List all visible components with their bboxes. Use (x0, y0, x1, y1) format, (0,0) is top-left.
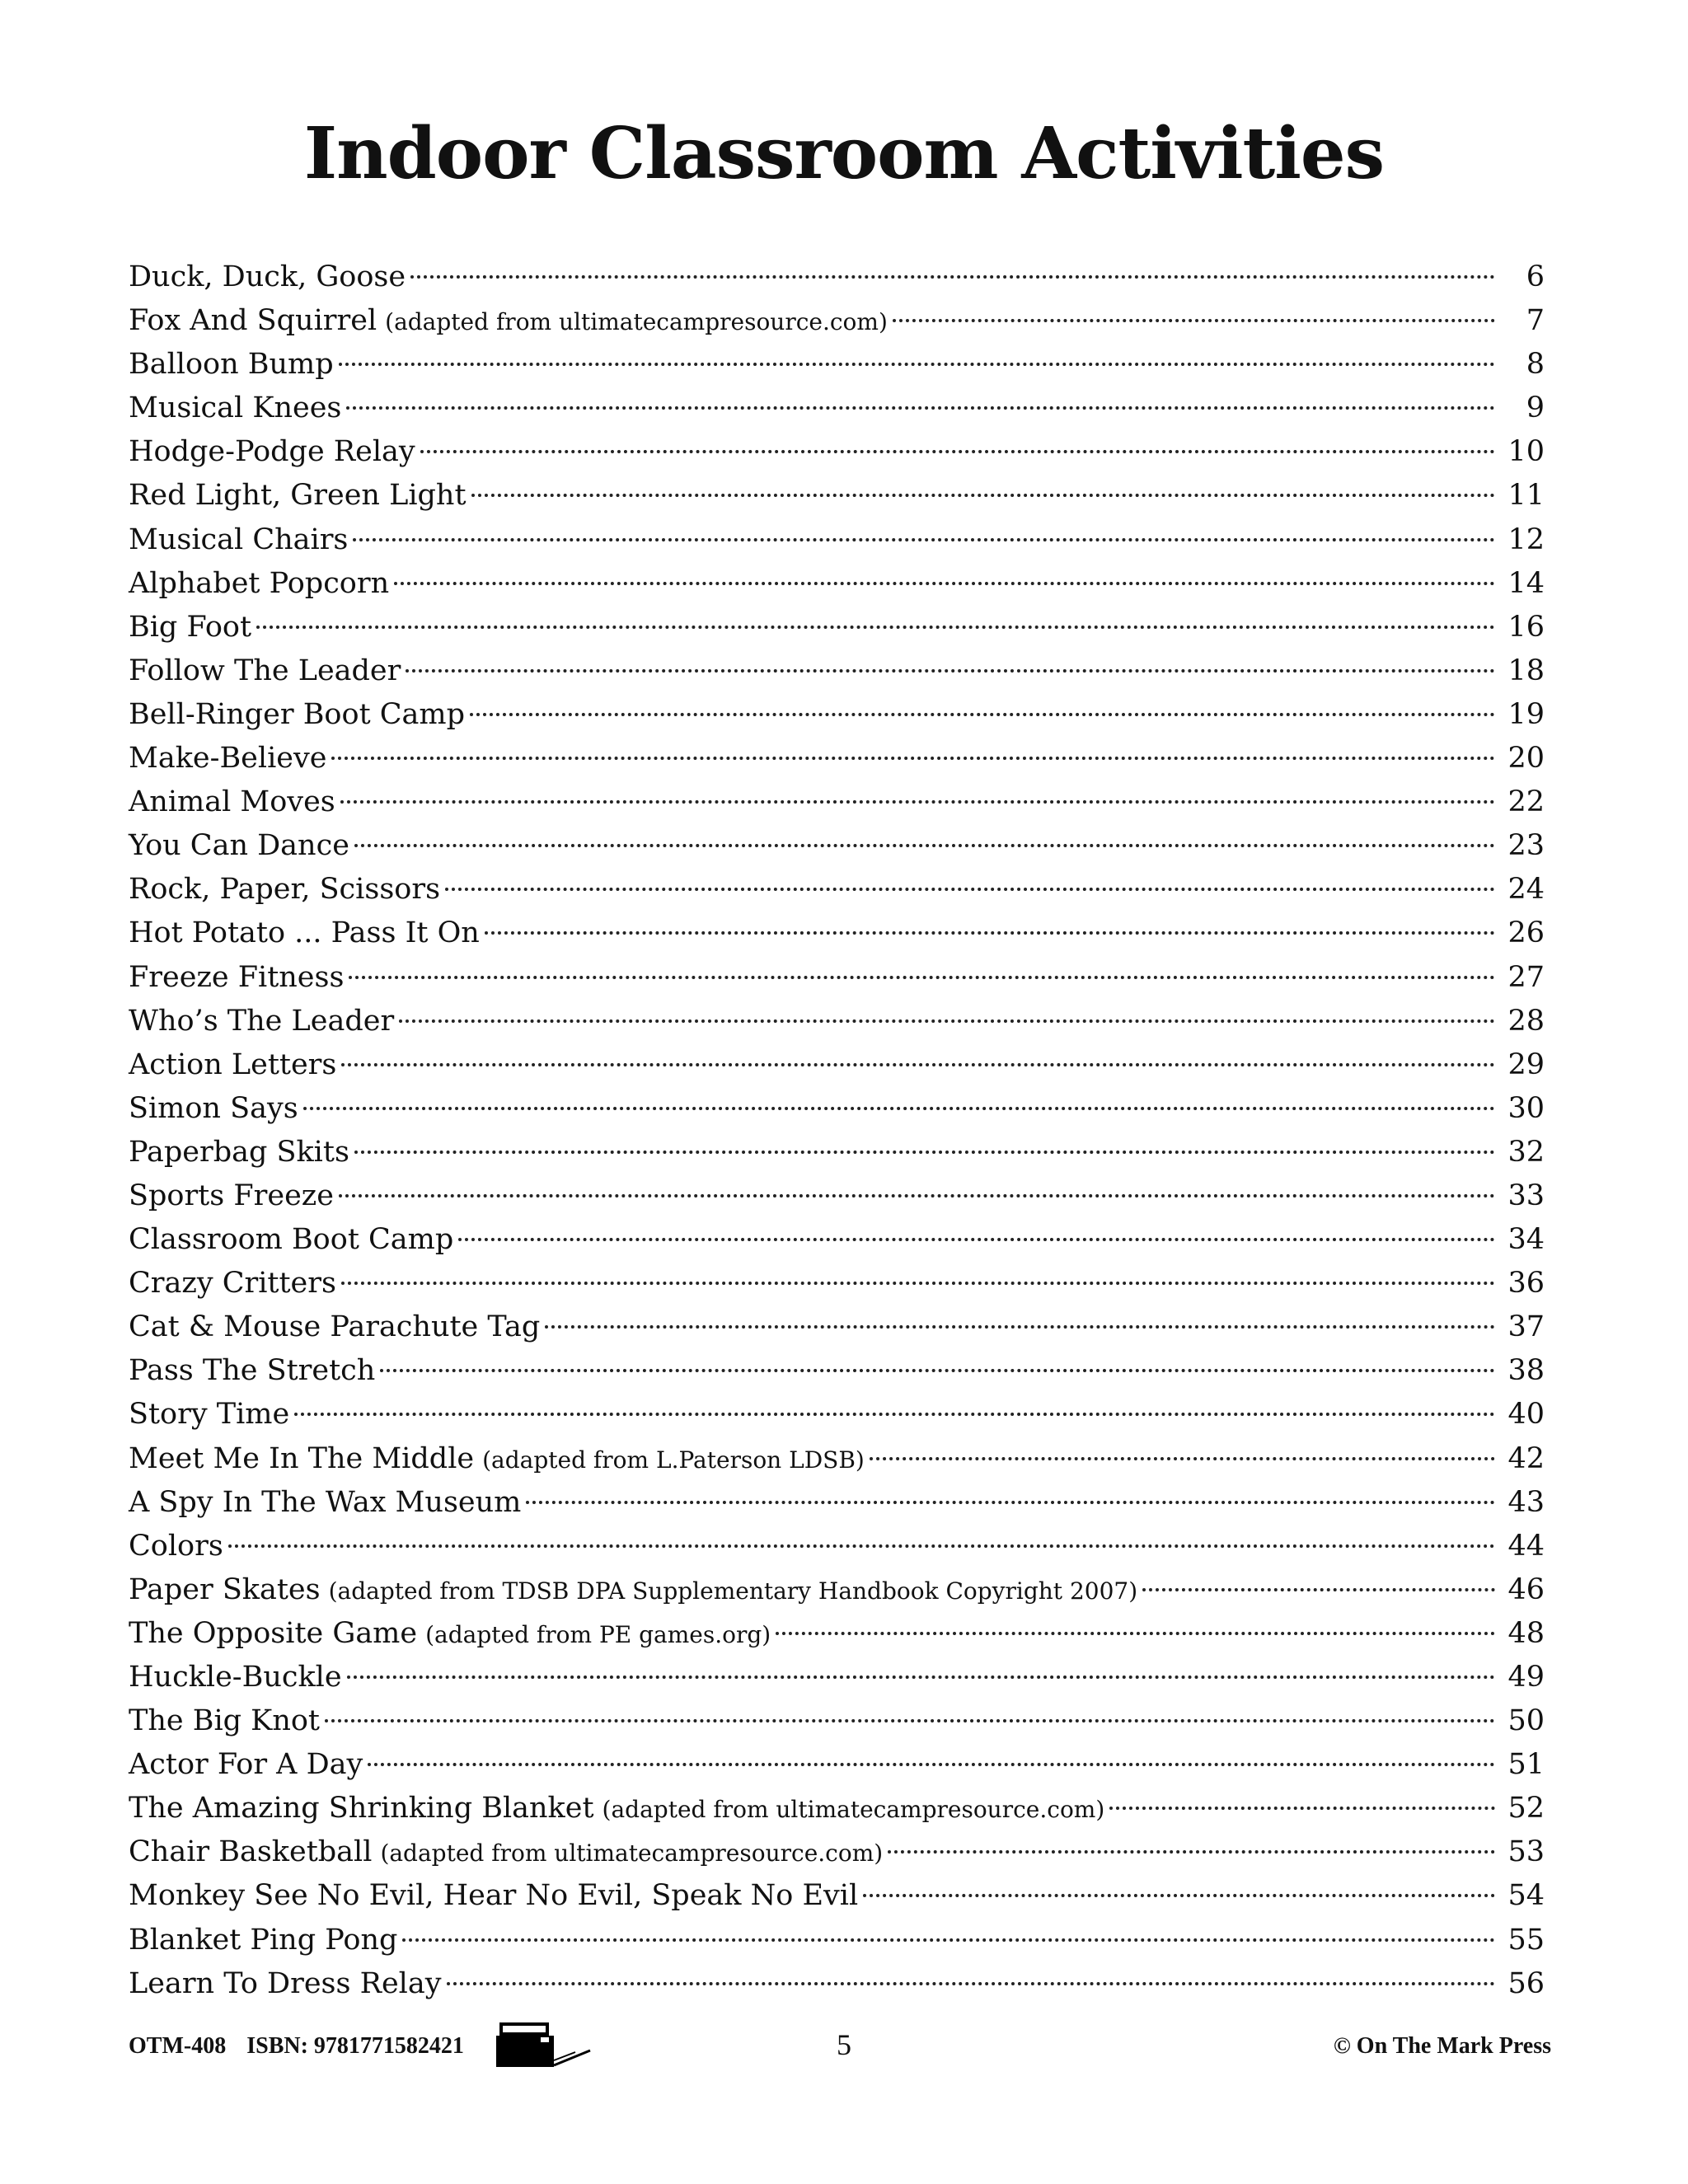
toc-entry (129, 912, 1545, 955)
dot-leader (256, 626, 1495, 629)
toc-entry-title: Paperbag Skits (129, 1135, 349, 1169)
dot-leader (406, 669, 1495, 673)
dot-leader (485, 931, 1495, 935)
dot-leader (331, 757, 1495, 760)
toc-entry (129, 1174, 1545, 1218)
toc-entry (129, 1000, 1545, 1043)
toc-entry-page: 42 (1507, 1441, 1545, 1475)
table-of-contents (129, 255, 1545, 2006)
toc-entry-page: 22 (1507, 785, 1545, 819)
dot-leader (445, 888, 1495, 891)
toc-entry-page: 32 (1507, 1135, 1545, 1169)
toc-entry-title: Monkey See No Evil, Hear No Evil, Speak No Evil (129, 1879, 859, 1913)
toc-entry-page: 55 (1507, 1923, 1545, 1957)
toc-entry-title: Huckle-Buckle (129, 1661, 342, 1694)
toc-entry-title: Learn To Dress Relay (129, 1966, 442, 2000)
toc-entry-title: Cat & Mouse Parachute Tag (129, 1310, 541, 1344)
toc-entry-page: 54 (1507, 1879, 1545, 1913)
toc-entry-title: Hot Potato ... Pass It On (129, 916, 480, 950)
dot-leader (340, 800, 1495, 804)
toc-entry-page: 51 (1507, 1748, 1545, 1782)
toc-entry-title: Crazy Critters (129, 1267, 336, 1301)
toc-entry-page: 7 (1526, 304, 1545, 338)
toc-entry-page: 16 (1507, 610, 1545, 644)
toc-entry-title: Follow The Leader (129, 654, 401, 687)
toc-entry-note: (adapted from ultimatecampresource.com) (602, 1796, 1105, 1824)
toc-entry (129, 1656, 1545, 1699)
toc-entry-page: 18 (1507, 654, 1545, 687)
product-code: OTM-408 (129, 2033, 227, 2059)
dot-leader (347, 1675, 1495, 1679)
toc-entry-page: 43 (1507, 1485, 1545, 1519)
toc-entry-page: 11 (1507, 479, 1545, 513)
toc-entry-page: 12 (1507, 523, 1545, 556)
toc-entry-note: (adapted from L.Paterson LDSB) (482, 1446, 865, 1474)
toc-entry (129, 387, 1545, 430)
toc-entry-title: A Spy In The Wax Museum (129, 1485, 522, 1519)
toc-entry (129, 299, 1545, 343)
dot-leader (339, 363, 1495, 366)
toc-entry-title: Musical Chairs (129, 523, 349, 556)
toc-entry-title: Blanket Ping Pong (129, 1923, 398, 1957)
toc-entry-page: 6 (1526, 260, 1545, 293)
dot-leader (325, 1719, 1495, 1722)
toc-entry-page: 10 (1507, 435, 1545, 469)
toc-entry-title: Big Foot (129, 610, 252, 644)
toc-entry (129, 1305, 1545, 1349)
dot-leader (447, 1982, 1496, 1985)
toc-entry (129, 518, 1545, 562)
dot-leader (888, 1850, 1495, 1854)
toc-entry-title: Meet Me In The Middle (129, 1441, 475, 1475)
toc-entry-page: 26 (1507, 916, 1545, 950)
toc-entry-title: Who’s The Leader (129, 1004, 395, 1038)
toc-entry-title: Animal Moves (129, 785, 335, 819)
page-number: 5 (837, 2028, 851, 2061)
toc-entry-title: Duck, Duck, Goose (129, 260, 406, 293)
toc-entry-page: 34 (1507, 1223, 1545, 1257)
toc-entry (129, 693, 1545, 737)
dot-leader (410, 275, 1495, 279)
toc-entry (129, 1830, 1545, 1874)
toc-entry (129, 1481, 1545, 1525)
toc-entry-title: Actor For A Day (129, 1748, 363, 1782)
page-title: Indoor Classroom Activities (303, 112, 1385, 195)
toc-entry-page: 33 (1507, 1179, 1545, 1212)
toc-entry (129, 1043, 1545, 1087)
toc-entry (129, 737, 1545, 780)
dot-leader (863, 1894, 1495, 1897)
toc-entry-title: The Amazing Shrinking Blanket (129, 1792, 594, 1825)
toc-entry (129, 649, 1545, 693)
toc-entry-page: 24 (1507, 873, 1545, 907)
toc-entry (129, 474, 1545, 518)
toc-entry-title: Classroom Boot Camp (129, 1223, 454, 1257)
dot-leader (353, 538, 1495, 541)
dot-leader (354, 844, 1495, 847)
toc-entry (129, 1874, 1545, 1918)
toc-entry-title: Simon Says (129, 1091, 298, 1125)
dot-leader (870, 1457, 1495, 1460)
toc-entry (129, 1612, 1545, 1656)
toc-entry (129, 255, 1545, 299)
dot-leader (893, 319, 1495, 322)
toc-entry-title: The Opposite Game (129, 1616, 418, 1650)
toc-entry (129, 1437, 1545, 1481)
toc-entry-title: Action Letters (129, 1047, 337, 1081)
toc-entry (129, 1525, 1545, 1568)
toc-entry-title: Hodge-Podge Relay (129, 435, 415, 469)
toc-entry-title: The Big Knot (129, 1704, 320, 1738)
toc-entry (129, 1349, 1545, 1393)
toc-entry (129, 606, 1545, 649)
toc-entry-title: Sports Freeze (129, 1179, 334, 1212)
dot-leader (368, 1763, 1495, 1766)
toc-entry-page: 46 (1507, 1572, 1545, 1606)
toc-entry-title: Story Time (129, 1398, 290, 1432)
toc-entry (129, 1699, 1545, 1743)
toc-entry-page: 8 (1526, 348, 1545, 382)
toc-entry-page: 37 (1507, 1310, 1545, 1344)
dot-leader (394, 582, 1495, 585)
toc-entry-title: Red Light, Green Light (129, 479, 467, 513)
dot-leader (339, 1194, 1495, 1197)
dot-leader (341, 1063, 1495, 1066)
toc-entry-title: Alphabet Popcorn (129, 566, 390, 600)
dot-leader (349, 976, 1495, 979)
dot-leader (776, 1632, 1495, 1635)
toc-entry-title: Rock, Paper, Scissors (129, 873, 441, 907)
toc-entry-page: 40 (1507, 1398, 1545, 1432)
toc-entry (129, 1393, 1545, 1436)
toc-entry-note: (adapted from PE games.org) (425, 1620, 771, 1648)
toc-entry-note: (adapted from ultimatecampresource.com) (380, 1840, 884, 1868)
toc-entry (129, 562, 1545, 606)
dot-leader (470, 713, 1495, 716)
dot-leader (545, 1325, 1495, 1329)
toc-entry-page: 27 (1507, 960, 1545, 994)
toc-entry (129, 1218, 1545, 1262)
toc-entry (129, 1787, 1545, 1830)
toc-entry-page: 23 (1507, 829, 1545, 863)
toc-entry-title: Colors (129, 1529, 223, 1563)
dot-leader (458, 1238, 1495, 1241)
dot-leader (526, 1501, 1495, 1504)
dot-leader (420, 450, 1495, 453)
toc-entry-page: 19 (1507, 697, 1545, 731)
toc-entry-title: Paper Skates (129, 1572, 321, 1606)
toc-entry (129, 956, 1545, 1000)
toc-entry-page: 49 (1507, 1661, 1545, 1694)
toc-entry-title: Chair Basketball (129, 1835, 373, 1869)
toc-entry-title: Freeze Fitness (129, 960, 345, 994)
toc-entry (129, 1962, 1545, 2006)
toc-entry-page: 44 (1507, 1529, 1545, 1563)
toc-entry (129, 1131, 1545, 1174)
toc-entry (129, 1743, 1545, 1787)
toc-entry-title: Bell-Ringer Boot Camp (129, 697, 466, 731)
toc-entry (129, 343, 1545, 387)
dot-leader (346, 406, 1495, 410)
toc-entry-page: 38 (1507, 1354, 1545, 1388)
toc-entry (129, 1087, 1545, 1131)
toc-entry-note: (adapted from TDSB DPA Supplementary Handbook Copyright 2007) (328, 1577, 1138, 1605)
toc-entry-page: 50 (1507, 1704, 1545, 1738)
toc-entry-title: Balloon Bump (129, 348, 334, 382)
dot-leader (303, 1107, 1495, 1110)
toc-entry-page: 36 (1507, 1267, 1545, 1301)
toc-entry-note: (adapted from ultimatecampresource.com) (385, 308, 888, 336)
toc-entry (129, 780, 1545, 824)
toc-entry-page: 30 (1507, 1091, 1545, 1125)
toc-entry (129, 1262, 1545, 1305)
toc-entry (129, 1568, 1545, 1612)
toc-entry-page: 48 (1507, 1616, 1545, 1650)
toc-entry-title: Fox And Squirrel (129, 304, 377, 338)
toc-entry-title: Make-Believe (129, 742, 327, 776)
toc-entry-page: 29 (1507, 1047, 1545, 1081)
toc-entry-page: 20 (1507, 742, 1545, 776)
dot-leader (228, 1544, 1495, 1548)
toc-entry (129, 430, 1545, 474)
dot-leader (1109, 1807, 1495, 1810)
dot-leader (341, 1282, 1495, 1285)
toc-entry-page: 9 (1526, 391, 1545, 425)
toc-entry-page: 56 (1507, 1966, 1545, 2000)
dot-leader (380, 1369, 1495, 1372)
isbn: ISBN: 9781771582421 (246, 2033, 464, 2059)
dot-leader (354, 1151, 1495, 1154)
toc-entry-title: Musical Knees (129, 391, 342, 425)
toc-entry (129, 1919, 1545, 1962)
dot-leader (294, 1413, 1495, 1416)
toc-entry-page: 14 (1507, 566, 1545, 600)
toc-entry-page: 28 (1507, 1004, 1545, 1038)
dot-leader (402, 1938, 1495, 1942)
toc-entry-page: 52 (1507, 1792, 1545, 1825)
toc-entry (129, 824, 1545, 868)
toc-entry-page: 53 (1507, 1835, 1545, 1869)
copyright: © On The Mark Press (1333, 2033, 1551, 2059)
toc-entry-title: You Can Dance (129, 829, 349, 863)
toc-entry (129, 868, 1545, 912)
dot-leader (399, 1019, 1495, 1023)
dot-leader (1142, 1588, 1495, 1591)
dot-leader (471, 494, 1495, 497)
toc-entry-title: Pass The Stretch (129, 1354, 376, 1388)
